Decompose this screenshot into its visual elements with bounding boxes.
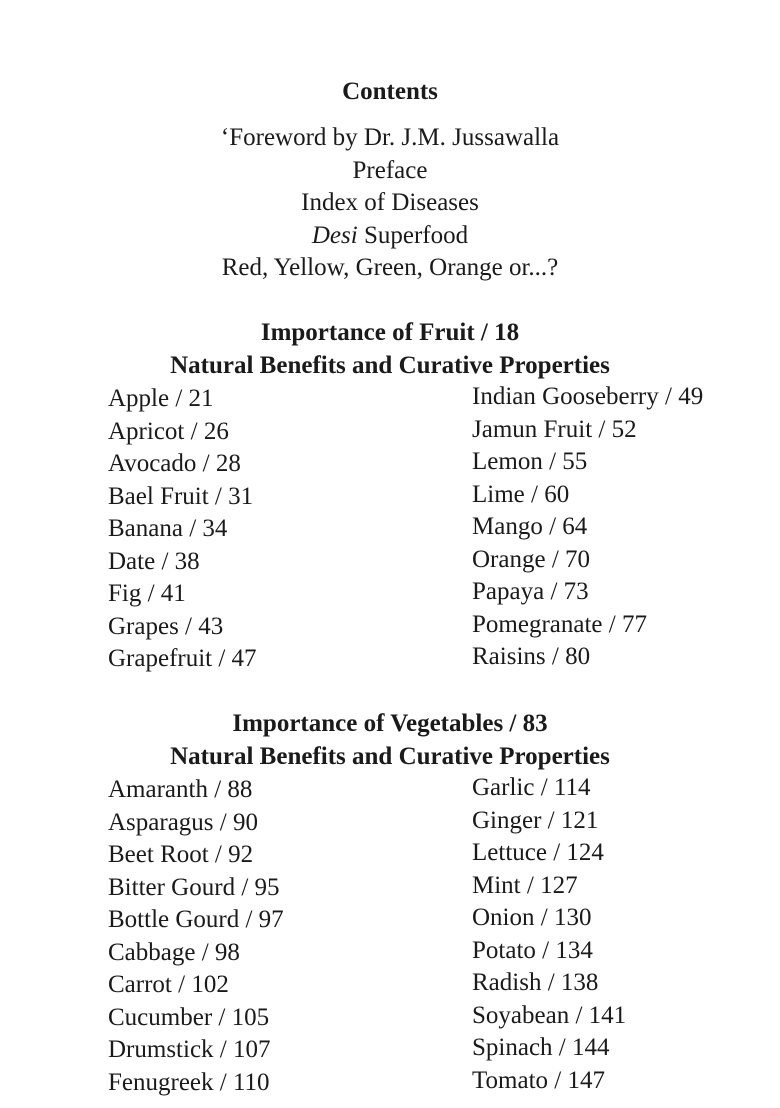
front-matter-colors: Red, Yellow, Green, Orange or...? <box>221 254 559 281</box>
toc-entry: Grapefruit / 47 <box>108 645 257 672</box>
front-matter-index: Index of Diseases <box>301 189 479 216</box>
fruit-heading: Importance of Fruit / 18 <box>260 319 520 346</box>
toc-entry: Mint / 127 <box>472 871 578 899</box>
toc-entry: Fenugreek / 110 <box>108 1068 270 1096</box>
vegetable-heading: Importance of Vegetables / 83 <box>232 710 548 737</box>
toc-entry: Cucumber / 105 <box>108 1003 270 1031</box>
toc-entry: Tomato / 147 <box>472 1066 605 1094</box>
toc-entry: Asparagus / 90 <box>108 808 258 836</box>
toc-entry: Cabbage / 98 <box>108 938 240 966</box>
toc-entry: Spinach / 144 <box>472 1034 610 1061</box>
toc-entry: Grapes / 43 <box>108 612 224 640</box>
toc-entry: Ginger / 121 <box>472 806 599 834</box>
toc-entry: Orange / 70 <box>472 545 591 573</box>
toc-entry: Amaranth / 88 <box>108 776 253 803</box>
fruit-list-right <box>472 381 703 674</box>
toc-entry: Papaya / 73 <box>472 578 589 605</box>
toc-entry: Garlic / 114 <box>472 774 591 801</box>
fruit-list-left <box>108 383 257 676</box>
toc-entry: Potato / 134 <box>472 936 593 964</box>
front-matter-desi-superfood <box>0 220 780 253</box>
vegetable-list-right <box>472 772 626 1097</box>
toc-entry: Carrot / 102 <box>108 971 229 998</box>
toc-entry: Pomegranate / 77 <box>472 610 647 638</box>
toc-entry: Apricot / 26 <box>108 417 229 445</box>
toc-entry: Jamun Fruit / 52 <box>472 415 637 443</box>
toc-entry: Radish / 138 <box>472 969 599 996</box>
toc-entry: Lemon / 55 <box>472 448 588 475</box>
toc-entry: Fig / 41 <box>108 580 186 607</box>
toc-entry: Beet Root / 92 <box>108 841 254 868</box>
toc-entry: Raisins / 80 <box>472 643 591 670</box>
vegetable-subheading: Natural Benefits and Curative Properties <box>170 743 610 770</box>
toc-entry: Bael Fruit / 31 <box>108 482 254 510</box>
front-matter-preface: Preface <box>352 157 428 184</box>
toc-entry: Lime / 60 <box>472 480 570 508</box>
toc-entry: Indian Gooseberry / 49 <box>472 383 704 410</box>
toc-entry: Soyabean / 141 <box>472 1001 627 1029</box>
toc-entry: Avocado / 28 <box>108 450 241 477</box>
toc-entry: Lettuce / 124 <box>472 839 604 866</box>
toc-entry: Banana / 34 <box>108 515 228 542</box>
toc-entry: Bottle Gourd / 97 <box>108 906 284 933</box>
toc-entry: Drumstick / 107 <box>108 1036 271 1063</box>
toc-entry: Date / 38 <box>108 547 200 575</box>
fruit-subheading: Natural Benefits and Curative Properties <box>170 352 610 379</box>
toc-entry: Onion / 130 <box>472 904 592 931</box>
toc-entry: Mango / 64 <box>472 513 588 540</box>
toc-entry: Apple / 21 <box>108 385 214 412</box>
desi-italic: Desi <box>311 222 358 249</box>
toc-entry: Bitter Gourd / 95 <box>108 873 280 901</box>
superfood-text: Superfood <box>357 222 469 249</box>
vegetable-list-left <box>108 774 284 1099</box>
page-title: Contents <box>342 78 438 105</box>
front-matter-foreword: ‘Foreword by Dr. J.M. Jussawalla <box>220 124 560 151</box>
